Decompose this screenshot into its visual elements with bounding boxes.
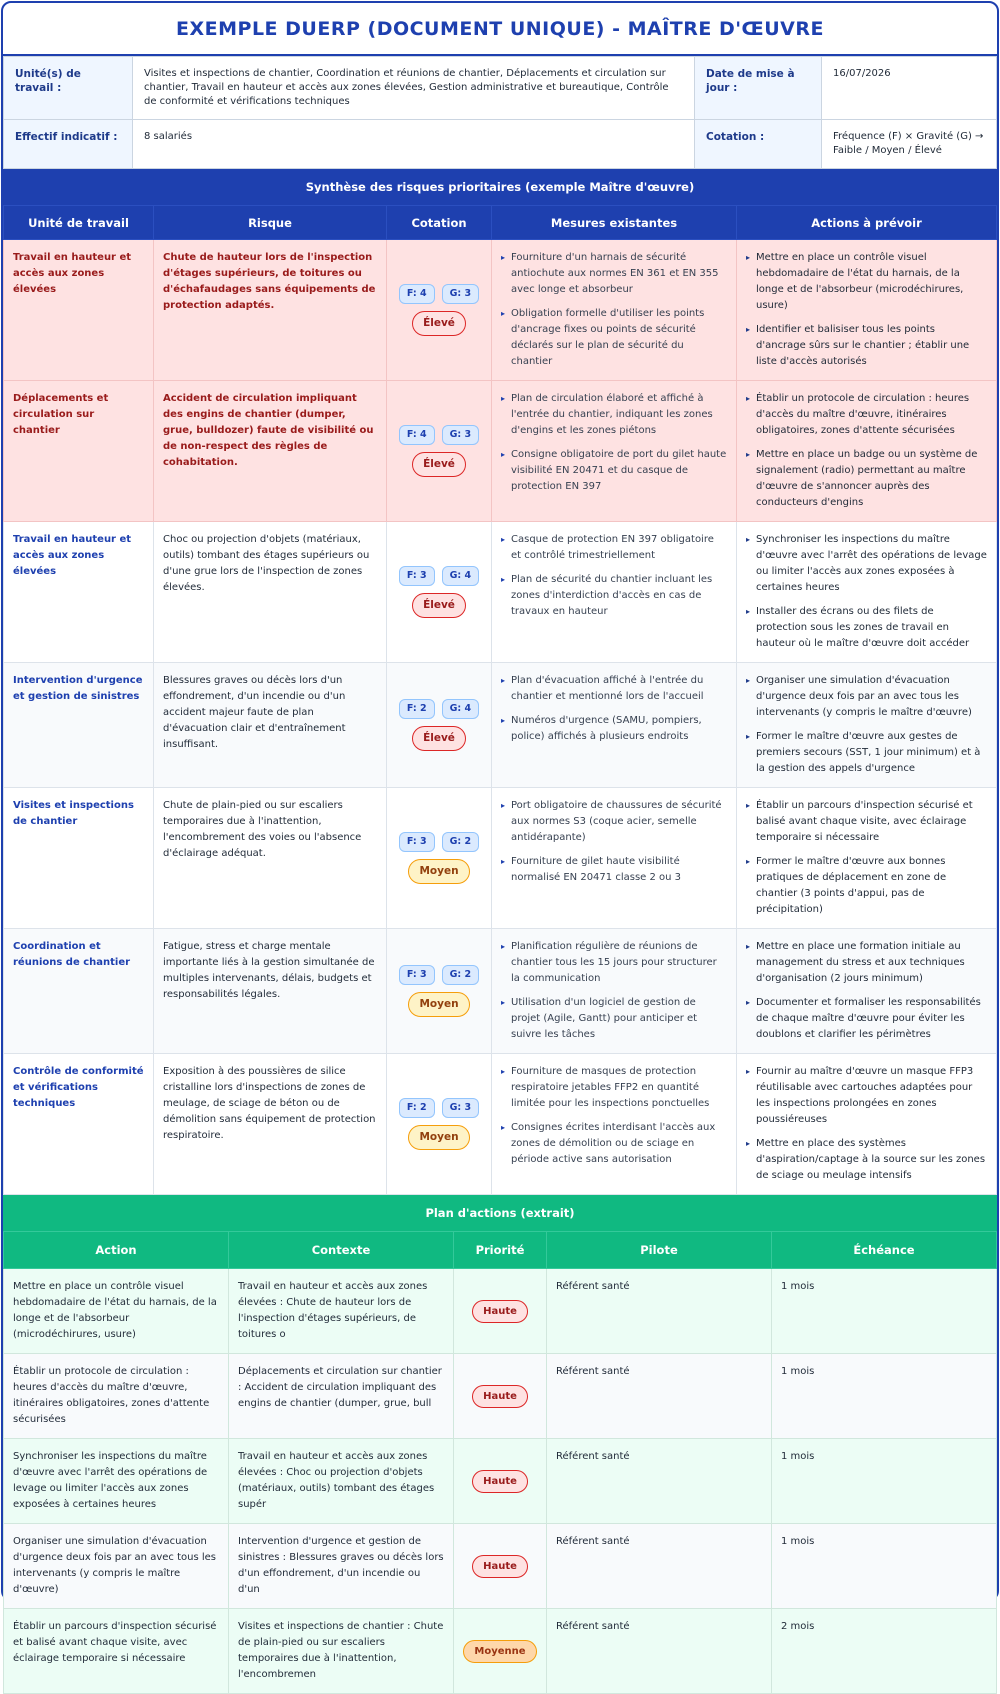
- gravity-chip: G: 3: [442, 425, 480, 445]
- plan-echeance: 1 mois: [772, 1524, 997, 1609]
- risk-description: Chute de plain-pied ou sur escaliers temporaires due à l'inattention, l'encombrement des voies ou l'absence d'éclairage adéquat.: [154, 788, 387, 929]
- risk-cotation: [387, 240, 492, 381]
- document-title: EXEMPLE DUERP (DOCUMENT UNIQUE) - MAÎTRE D'ŒUVRE: [3, 3, 997, 56]
- risk-unit: Coordination et réunions de chantier: [4, 929, 154, 1054]
- risk-description: Choc ou projection d'objets (matériaux, outils) tombant des étages supérieurs ou d'une grue lors de l'inspection de zones élevées.: [154, 522, 387, 663]
- action-item: ▸ Mettre en place une formation initiale au management du stress et aux techniques d'organisation (2 jours minimum): [746, 939, 987, 987]
- mesure-item: ▸ Fourniture de gilet haute visibilité normalisé EN 20471 classe 2 ou 3: [501, 854, 727, 886]
- risk-level-badge: Moyen: [408, 1125, 469, 1150]
- risk-description: Fatigue, stress et charge mentale importante liés à la gestion simultanée de multiples intervenants, délais, budgets et responsabilités légales.: [154, 929, 387, 1054]
- unites-value: Visites et inspections de chantier, Coordination et réunions de chantier, Déplacements et circulation sur chantier, Travail en hauteur et accès aux zones élevées, Gestion administrative et bureautique, Contrôle de conformité et vérifications techniques: [133, 57, 695, 120]
- col-priorite: Priorité: [454, 1232, 547, 1269]
- mesure-item: ▸ Fourniture d'un harnais de sécurité antiochute aux normes EN 361 et EN 355 avec longe et absorbeur: [501, 250, 727, 298]
- risk-row: [4, 929, 997, 1054]
- plan-priorite: [454, 1609, 547, 1694]
- cotation-value: Fréquence (F) × Gravité (G) → Faible / Moyen / Élevé: [822, 120, 997, 169]
- action-item: ▸ Établir un protocole de circulation : heures d'accès du maître d'œuvre, itinéraires obligatoires, zones d'attente sécurisées: [746, 391, 987, 439]
- plan-contexte: Visites et inspections de chantier : Chute de plain-pied ou sur escaliers temporaires due à l'inattention, l'encombremen: [229, 1609, 454, 1694]
- risk-row: [4, 240, 997, 381]
- risk-cotation: [387, 381, 492, 522]
- risk-row: [4, 663, 997, 788]
- action-item: ▸ Mettre en place un contrôle visuel hebdomadaire de l'état du harnais, de la longe et de l'absorbeur (microdéchirures, usure): [746, 250, 987, 314]
- plan-action: Établir un protocole de circulation : heures d'accès du maître d'œuvre, itinéraires obligatoires, zones d'attente sécurisées: [4, 1354, 229, 1439]
- action-item: ▸ Former le maître d'œuvre aux bonnes pratiques de déplacement en zone de chantier (3 points d'appui, pas de précipitation): [746, 854, 987, 918]
- risk-unit: Visites et inspections de chantier: [4, 788, 154, 929]
- plan-contexte: Travail en hauteur et accès aux zones élevées : Choc ou projection d'objets (matériaux, outils) tombant des étages supér: [229, 1439, 454, 1524]
- risk-row: [4, 381, 997, 522]
- mesure-item: ▸ Plan d'évacuation affiché à l'entrée du chantier et mentionné lors de l'accueil: [501, 673, 727, 705]
- risk-cotation: [387, 663, 492, 788]
- col-mesures: Mesures existantes: [492, 206, 737, 240]
- gravity-chip: G: 4: [442, 566, 480, 586]
- risk-unit: Intervention d'urgence et gestion de sinistres: [4, 663, 154, 788]
- risk-unit: Déplacements et circulation sur chantier: [4, 381, 154, 522]
- effectif-value: 8 salariés: [133, 120, 695, 169]
- action-item: ▸ Identifier et balisiser tous les points d'ancrage sûrs sur le chantier ; établir une liste d'accès autorisés: [746, 322, 987, 370]
- plan-pilote: Référent santé: [547, 1354, 772, 1439]
- mesure-item: ▸ Numéros d'urgence (SAMU, pompiers, police) affichés à plusieurs endroits: [501, 713, 727, 745]
- mesure-item: ▸ Port obligatoire de chaussures de sécurité aux normes S3 (coque acier, semelle antidérapante): [501, 798, 727, 846]
- risk-actions: [737, 381, 997, 522]
- action-item: ▸ Synchroniser les inspections du maître d'œuvre avec l'arrêt des opérations de levage ou limiter l'accès aux zones exposées à certaines heures: [746, 532, 987, 596]
- risk-mesures: [492, 663, 737, 788]
- frequency-chip: F: 4: [399, 284, 435, 304]
- mesure-item: ▸ Fourniture de masques de protection respiratoire jetables FFP2 en quantité limitée pour les inspections ponctuelles: [501, 1064, 727, 1112]
- risk-mesures: [492, 1054, 737, 1195]
- frequency-chip: F: 3: [399, 832, 435, 852]
- risk-actions: [737, 663, 997, 788]
- duerp-document: [1, 1, 999, 1680]
- frequency-chip: F: 3: [399, 965, 435, 985]
- plan-pilote: Référent santé: [547, 1439, 772, 1524]
- plan-echeance: 1 mois: [772, 1269, 997, 1354]
- risk-cotation: [387, 788, 492, 929]
- plan-action: Synchroniser les inspections du maître d'œuvre avec l'arrêt des opérations de levage ou limiter l'accès aux zones exposées à certaines heures: [4, 1439, 229, 1524]
- risk-level-badge: Élevé: [412, 452, 466, 477]
- frequency-chip: F: 3: [399, 566, 435, 586]
- plan-row: [4, 1269, 997, 1354]
- plan-echeance: 1 mois: [772, 1439, 997, 1524]
- risk-cotation: [387, 929, 492, 1054]
- risk-row: [4, 522, 997, 663]
- mesure-item: ▸ Plan de circulation élaboré et affiché à l'entrée du chantier, indiquant les zones d'engins et les zones piétons: [501, 391, 727, 439]
- plan-priorite: [454, 1354, 547, 1439]
- frequency-chip: F: 4: [399, 425, 435, 445]
- col-contexte: Contexte: [229, 1232, 454, 1269]
- gravity-chip: G: 4: [442, 699, 480, 719]
- date-value: 16/07/2026: [822, 57, 997, 120]
- mesure-item: ▸ Utilisation d'un logiciel de gestion de projet (Agile, Gantt) pour anticiper et suivre les tâches: [501, 995, 727, 1043]
- frequency-chip: F: 2: [399, 1098, 435, 1118]
- plan-priorite: [454, 1524, 547, 1609]
- unites-label: Unité(s) de travail :: [4, 57, 133, 120]
- plan-row: [4, 1439, 997, 1524]
- priority-badge: Haute: [472, 1300, 528, 1323]
- mesure-item: ▸ Casque de protection EN 397 obligatoire et contrôlé trimestriellement: [501, 532, 727, 564]
- priority-badge: Haute: [472, 1470, 528, 1493]
- col-actions: Actions à prévoir: [737, 206, 997, 240]
- plan-echeance: 1 mois: [772, 1354, 997, 1439]
- action-item: ▸ Documenter et formaliser les responsabilités de chaque maître d'œuvre pour éviter les doublons et clarifier les périmètres: [746, 995, 987, 1043]
- plan-action: Organiser une simulation d'évacuation d'urgence deux fois par an avec tous les intervenants (y compris le maître d'œuvre): [4, 1524, 229, 1609]
- plan-action: Mettre en place un contrôle visuel hebdomadaire de l'état du harnais, de la longe et de l'absorbeur (microdéchirures, usure): [4, 1269, 229, 1354]
- gravity-chip: G: 2: [442, 832, 480, 852]
- action-item: ▸ Installer des écrans ou des filets de protection sous les zones de travail en hauteur où le maître d'œuvre doit accéder: [746, 604, 987, 652]
- risk-actions: [737, 788, 997, 929]
- plan-priorite: [454, 1269, 547, 1354]
- risk-mesures: [492, 929, 737, 1054]
- gravity-chip: G: 2: [442, 965, 480, 985]
- col-pilote: Pilote: [547, 1232, 772, 1269]
- risk-mesures: [492, 381, 737, 522]
- risk-cotation: [387, 1054, 492, 1195]
- action-item: ▸ Mettre en place un badge ou un système de signalement (radio) permettant au maître d'œuvre de s'annoncer auprès des conducteurs d'engins: [746, 447, 987, 511]
- priority-badge: Haute: [472, 1555, 528, 1578]
- plan-pilote: Référent santé: [547, 1609, 772, 1694]
- risk-actions: [737, 929, 997, 1054]
- synthese-banner: Synthèse des risques prioritaires (exemple Maître d'œuvre): [3, 169, 997, 205]
- plan-contexte: Intervention d'urgence et gestion de sinistres : Blessures graves ou décès lors d'un effondrement, d'un incendie ou d'un: [229, 1524, 454, 1609]
- risk-table: [3, 205, 997, 1195]
- effectif-label: Effectif indicatif :: [4, 120, 133, 169]
- plan-pilote: Référent santé: [547, 1524, 772, 1609]
- action-item: ▸ Mettre en place des systèmes d'aspiration/captage à la source sur les zones de sciage ou meulage intensifs: [746, 1136, 987, 1184]
- risk-unit: Contrôle de conformité et vérifications techniques: [4, 1054, 154, 1195]
- action-item: ▸ Fournir au maître d'œuvre un masque FFP3 réutilisable avec cartouches adaptées pour les inspections prolongées en zones poussiéreuses: [746, 1064, 987, 1128]
- plan-banner: Plan d'actions (extrait): [3, 1195, 997, 1231]
- plan-row: [4, 1354, 997, 1439]
- risk-description: Accident de circulation impliquant des engins de chantier (dumper, grue, bulldozer) faute de visibilité ou de non-respect des règles de cohabitation.: [154, 381, 387, 522]
- risk-level-badge: Moyen: [408, 859, 469, 884]
- col-action: Action: [4, 1232, 229, 1269]
- mesure-item: ▸ Consignes écrites interdisant l'accès aux zones de démolition ou de sciage en période active sans autorisation: [501, 1120, 727, 1168]
- plan-contexte: Travail en hauteur et accès aux zones élevées : Chute de hauteur lors de l'inspection d'étages supérieurs, de toitures o: [229, 1269, 454, 1354]
- risk-mesures: [492, 522, 737, 663]
- risk-row: [4, 1054, 997, 1195]
- col-cotation: Cotation: [387, 206, 492, 240]
- frequency-chip: F: 2: [399, 699, 435, 719]
- col-echeance: Échéance: [772, 1232, 997, 1269]
- action-item: ▸ Établir un parcours d'inspection sécurisé et balisé avant chaque visite, avec éclairage temporaire si nécessaire: [746, 798, 987, 846]
- plan-action: Établir un parcours d'inspection sécurisé et balisé avant chaque visite, avec éclairage temporaire si nécessaire: [4, 1609, 229, 1694]
- col-unite: Unité de travail: [4, 206, 154, 240]
- risk-unit: Travail en hauteur et accès aux zones élevées: [4, 522, 154, 663]
- mesure-item: ▸ Planification régulière de réunions de chantier tous les 15 jours pour structurer la communication: [501, 939, 727, 987]
- plan-header-row: [4, 1232, 997, 1269]
- plan-echeance: 2 mois: [772, 1609, 997, 1694]
- mesure-item: ▸ Consigne obligatoire de port du gilet haute visibilité EN 20471 et du casque de protection EN 397: [501, 447, 727, 495]
- gravity-chip: G: 3: [442, 284, 480, 304]
- risk-cotation: [387, 522, 492, 663]
- risk-level-badge: Moyen: [408, 992, 469, 1017]
- info-table: [3, 56, 997, 169]
- risk-description: Exposition à des poussières de silice cristalline lors d'inspections de zones de meulage, de sciage de béton ou de démolition sans équipement de protection respiratoire.: [154, 1054, 387, 1195]
- risk-actions: [737, 1054, 997, 1195]
- risk-mesures: [492, 240, 737, 381]
- risk-description: Blessures graves ou décès lors d'un effondrement, d'un incendie ou d'un accident majeur faute de plan d'évacuation clair et d'entraînement insuffisant.: [154, 663, 387, 788]
- plan-pilote: Référent santé: [547, 1269, 772, 1354]
- plan-table: [3, 1231, 997, 1694]
- cotation-label: Cotation :: [695, 120, 822, 169]
- risk-header-row: [4, 206, 997, 240]
- mesure-item: ▸ Plan de sécurité du chantier incluant les zones d'interdiction d'accès en cas de travaux en hauteur: [501, 572, 727, 620]
- plan-contexte: Déplacements et circulation sur chantier : Accident de circulation impliquant des engins de chantier (dumper, grue, bull: [229, 1354, 454, 1439]
- priority-badge: Haute: [472, 1385, 528, 1408]
- action-item: ▸ Former le maître d'œuvre aux gestes de premiers secours (SST, 1 jour minimum) et à la gestion des appels d'urgence: [746, 729, 987, 777]
- date-label: Date de mise à jour :: [695, 57, 822, 120]
- col-risque: Risque: [154, 206, 387, 240]
- action-item: ▸ Organiser une simulation d'évacuation d'urgence deux fois par an avec tous les intervenants (y compris le maître d'œuvre): [746, 673, 987, 721]
- risk-level-badge: Élevé: [412, 593, 466, 618]
- mesure-item: ▸ Obligation formelle d'utiliser les points d'ancrage fixes ou points de sécurité déclarés sur le plan de sécurité du chantier: [501, 306, 727, 370]
- priority-badge: Moyenne: [463, 1640, 536, 1663]
- risk-actions: [737, 240, 997, 381]
- risk-level-badge: Élevé: [412, 311, 466, 336]
- risk-level-badge: Élevé: [412, 726, 466, 751]
- risk-unit: Travail en hauteur et accès aux zones élevées: [4, 240, 154, 381]
- plan-row: [4, 1609, 997, 1694]
- plan-row: [4, 1524, 997, 1609]
- risk-row: [4, 788, 997, 929]
- risk-mesures: [492, 788, 737, 929]
- plan-priorite: [454, 1439, 547, 1524]
- risk-actions: [737, 522, 997, 663]
- risk-description: Chute de hauteur lors de l'inspection d'étages supérieurs, de toitures ou d'échafaudages sans équipements de protection adaptés.: [154, 240, 387, 381]
- gravity-chip: G: 3: [442, 1098, 480, 1118]
